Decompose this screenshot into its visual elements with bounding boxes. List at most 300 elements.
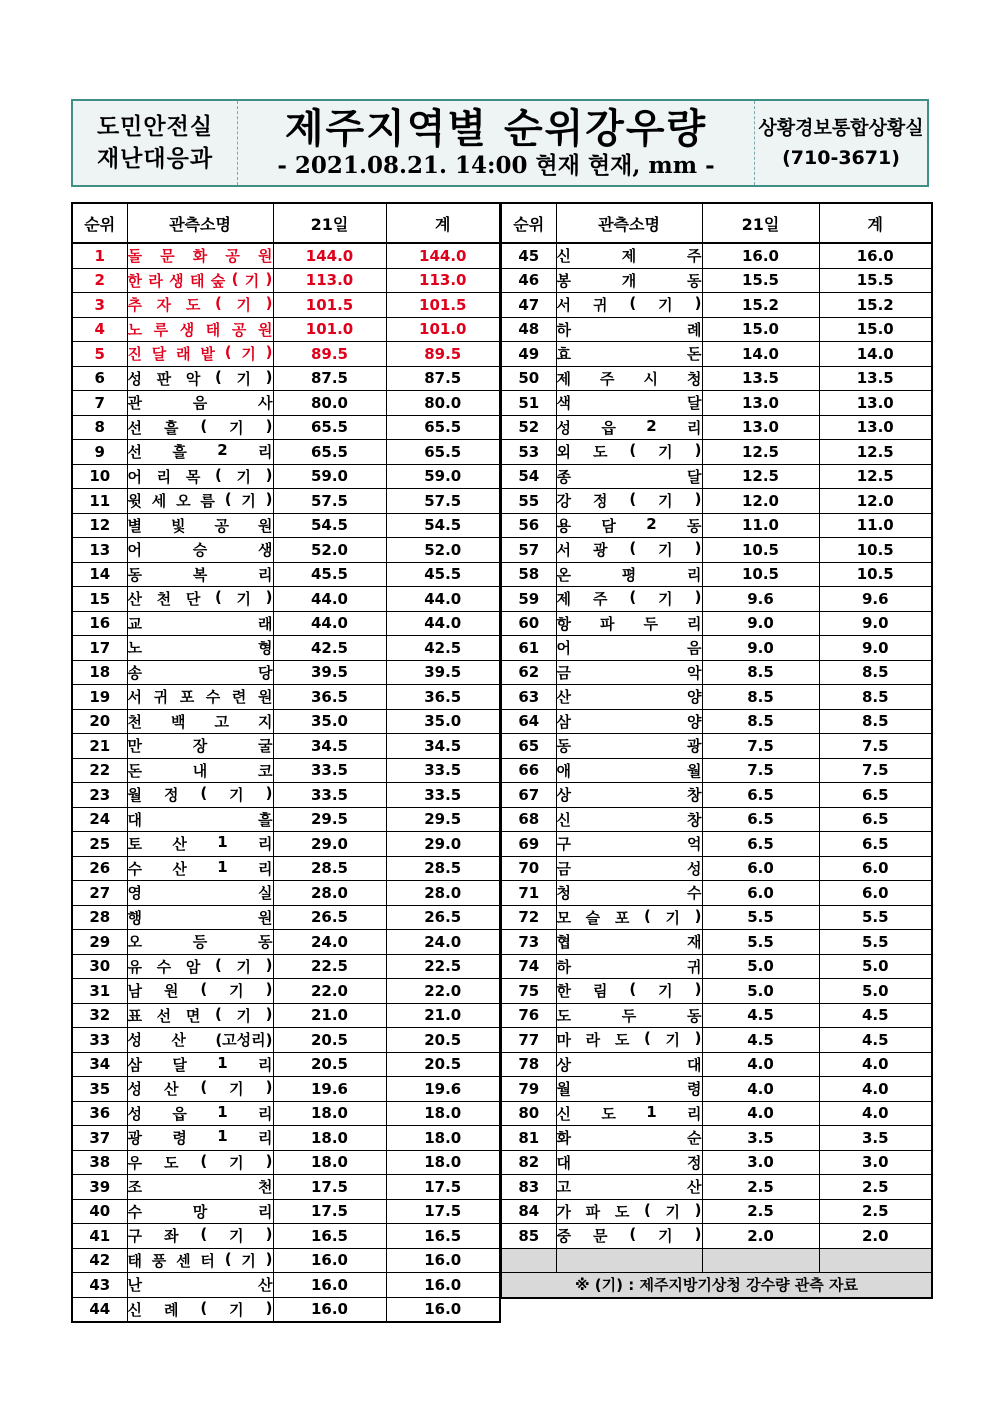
table-row: [501, 807, 932, 832]
station-name: 서 귀 포 수 련 원: [127, 688, 273, 707]
rainfall-table-right: [500, 202, 933, 1299]
table-row: [501, 636, 932, 661]
day-rainfall-cell: 101.0: [273, 317, 386, 342]
station-name: 고 산: [556, 1178, 702, 1197]
station-name-cell: [127, 293, 273, 318]
table-row: [501, 611, 932, 636]
day-rainfall-cell: 24.0: [273, 930, 386, 955]
day-rainfall-cell: 2.5: [702, 1175, 819, 1200]
rank-cell: 26: [72, 856, 127, 881]
table-row: [501, 1224, 932, 1249]
rank-cell: 73: [501, 930, 556, 955]
table-row: [501, 268, 932, 293]
day-column-header: 21일: [702, 203, 819, 243]
station-name: 월 령: [556, 1080, 702, 1099]
total-rainfall-cell: 2.5: [819, 1199, 932, 1224]
table-row: [501, 1077, 932, 1102]
day-rainfall-cell: 101.5: [273, 293, 386, 318]
station-name-cell: [556, 587, 702, 612]
station-name: 유 수 암 ( 기 ): [127, 955, 273, 976]
station-name-cell: [556, 342, 702, 367]
station-column-header: 관측소명: [556, 203, 702, 243]
station-name-cell: [556, 1052, 702, 1077]
station-name-cell: [556, 905, 702, 930]
day-rainfall-cell: 6.0: [702, 856, 819, 881]
total-rainfall-cell: 6.0: [819, 856, 932, 881]
station-name: 윗 세 오 름 ( 기 ): [127, 490, 273, 511]
station-name: 신 례 ( 기 ): [127, 1298, 273, 1319]
station-name-cell: [556, 1199, 702, 1224]
station-name: 한 라 생 태 숲 ( 기 ): [127, 269, 273, 290]
station-name-cell: [127, 391, 273, 416]
day-rainfall-cell: 17.5: [273, 1199, 386, 1224]
station-name-cell: [556, 758, 702, 783]
table-row: [501, 489, 932, 514]
station-name: 화 순: [556, 1129, 702, 1148]
station-name: 애 월: [556, 761, 702, 780]
total-rainfall-cell: 26.5: [386, 905, 500, 930]
table-row: [72, 1101, 500, 1126]
rank-cell: 56: [501, 513, 556, 538]
day-rainfall-cell: 16.0: [273, 1273, 386, 1298]
day-rainfall-cell: 65.5: [273, 415, 386, 440]
station-name-cell: [556, 1126, 702, 1151]
rank-cell: 7: [72, 391, 127, 416]
rainfall-table-left: [71, 202, 501, 1323]
table-row: [72, 783, 500, 808]
station-name-cell: [127, 954, 273, 979]
table-row: [501, 930, 932, 955]
station-name: 동 광: [556, 737, 702, 756]
table-row: [72, 1175, 500, 1200]
table-row: [72, 1248, 500, 1273]
station-name: 별 빛 공 원: [127, 516, 273, 535]
table-row: [72, 1028, 500, 1053]
table-row: [72, 342, 500, 367]
station-name: 어 리 목 ( 기 ): [127, 465, 273, 486]
table-row: [72, 366, 500, 391]
station-name-cell: [127, 1297, 273, 1322]
rank-cell: 29: [72, 930, 127, 955]
station-name: 성 산 ( 기 ): [127, 1078, 273, 1099]
total-rainfall-cell: 6.5: [819, 783, 932, 808]
station-name-cell: [127, 317, 273, 342]
rank-cell: 51: [501, 391, 556, 416]
table-row: [501, 366, 932, 391]
rank-cell: 60: [501, 611, 556, 636]
rank-cell: 70: [501, 856, 556, 881]
station-name: 협 재: [556, 933, 702, 952]
table-row: [501, 415, 932, 440]
station-name-cell: [556, 464, 702, 489]
station-name-cell: [556, 709, 702, 734]
station-name: 항 파 두 리: [556, 614, 702, 633]
total-rainfall-cell: 36.5: [386, 685, 500, 710]
total-rainfall-cell: 4.0: [819, 1052, 932, 1077]
station-name-cell: [127, 513, 273, 538]
station-name: 어 음: [556, 639, 702, 658]
rank-cell: 12: [72, 513, 127, 538]
table-row: [72, 979, 500, 1004]
total-rainfall-cell: 18.0: [386, 1101, 500, 1126]
day-rainfall-cell: 18.0: [273, 1101, 386, 1126]
rank-cell: 9: [72, 440, 127, 465]
table-row: [501, 513, 932, 538]
station-name-cell: [127, 734, 273, 759]
station-name-cell: [127, 611, 273, 636]
total-rainfall-cell: 14.0: [819, 342, 932, 367]
blank-row: [501, 1248, 932, 1273]
total-rainfall-cell: 5.0: [819, 954, 932, 979]
table-row: [72, 930, 500, 955]
day-rainfall-cell: 113.0: [273, 268, 386, 293]
station-name-cell: [127, 342, 273, 367]
day-rainfall-cell: 22.5: [273, 954, 386, 979]
rank-cell: 18: [72, 660, 127, 685]
day-rainfall-cell: 16.5: [273, 1224, 386, 1249]
station-name: 종 달: [556, 467, 702, 486]
total-rainfall-cell: 144.0: [386, 243, 500, 268]
station-name-cell: [127, 440, 273, 465]
table-row: [72, 1273, 500, 1298]
day-rainfall-cell: 13.0: [702, 391, 819, 416]
rank-cell: 1: [72, 243, 127, 268]
total-rainfall-cell: 13.0: [819, 391, 932, 416]
station-name-cell: [127, 587, 273, 612]
station-name-cell: [127, 1224, 273, 1249]
table-row: [501, 832, 932, 857]
rank-cell: 8: [72, 415, 127, 440]
station-name-cell: [556, 513, 702, 538]
total-rainfall-cell: 42.5: [386, 636, 500, 661]
rank-cell: 80: [501, 1101, 556, 1126]
total-rainfall-cell: 6.5: [819, 807, 932, 832]
table-row: [72, 1297, 500, 1322]
station-name-cell: [556, 1077, 702, 1102]
rank-cell: 55: [501, 489, 556, 514]
rank-cell: 81: [501, 1126, 556, 1151]
rank-cell: 44: [72, 1297, 127, 1322]
total-rainfall-cell: 29.5: [386, 807, 500, 832]
total-rainfall-cell: 10.5: [819, 538, 932, 563]
station-name: 하 례: [556, 320, 702, 339]
rank-cell: 43: [72, 1273, 127, 1298]
station-name-cell: [556, 268, 702, 293]
day-rainfall-cell: 28.0: [273, 881, 386, 906]
table-row: [501, 1199, 932, 1224]
day-rainfall-cell: 3.0: [702, 1150, 819, 1175]
station-name: 남 원 ( 기 ): [127, 980, 273, 1001]
table-row: [72, 415, 500, 440]
table-row: [501, 317, 932, 342]
rank-cell: 31: [72, 979, 127, 1004]
day-rainfall-cell: 5.5: [702, 905, 819, 930]
total-rainfall-cell: 15.2: [819, 293, 932, 318]
day-rainfall-cell: 28.5: [273, 856, 386, 881]
station-name: 돈 내 코: [127, 761, 273, 780]
station-name-cell: [556, 489, 702, 514]
table-row: [72, 660, 500, 685]
rank-cell: 33: [72, 1028, 127, 1053]
rank-cell: 67: [501, 783, 556, 808]
rank-cell: 53: [501, 440, 556, 465]
day-rainfall-cell: 9.0: [702, 611, 819, 636]
total-rainfall-cell: 59.0: [386, 464, 500, 489]
total-rainfall-cell: 16.0: [386, 1273, 500, 1298]
day-rainfall-cell: 52.0: [273, 538, 386, 563]
station-name: 상 창: [556, 786, 702, 805]
rank-cell: 16: [72, 611, 127, 636]
day-rainfall-cell: 29.5: [273, 807, 386, 832]
station-name-cell: [127, 1150, 273, 1175]
table-row: [72, 1052, 500, 1077]
day-column-header: 21일: [273, 203, 386, 243]
station-name: 신 도 1 리: [556, 1102, 702, 1123]
total-rainfall-cell: 13.0: [819, 415, 932, 440]
station-name-cell: [127, 881, 273, 906]
page-title: 제주지역별 순위강우량: [284, 106, 708, 152]
station-name: 제 주 ( 기 ): [556, 588, 702, 609]
station-name-cell: [127, 636, 273, 661]
contact-box: [755, 101, 927, 185]
station-name-cell: [127, 856, 273, 881]
station-name-cell: [127, 660, 273, 685]
station-name: 용 담 2 동: [556, 514, 702, 535]
day-rainfall-cell: 4.0: [702, 1101, 819, 1126]
table-row: [72, 538, 500, 563]
station-name: 삼 달 1 리: [127, 1053, 273, 1074]
station-name: 가 파 도 ( 기 ): [556, 1200, 702, 1221]
station-name: 표 선 면 ( 기 ): [127, 1004, 273, 1025]
day-rainfall-cell: 12.5: [702, 440, 819, 465]
day-rainfall-cell: 33.5: [273, 758, 386, 783]
day-rainfall-cell: 65.5: [273, 440, 386, 465]
rank-column-header: 순위: [501, 203, 556, 243]
rank-cell: 76: [501, 1003, 556, 1028]
rank-cell: 78: [501, 1052, 556, 1077]
total-rainfall-cell: 54.5: [386, 513, 500, 538]
station-name-cell: [556, 734, 702, 759]
station-name: 돌 문 화 공 원: [127, 247, 273, 266]
day-rainfall-cell: 4.5: [702, 1028, 819, 1053]
station-name: 삼 양: [556, 712, 702, 731]
total-rainfall-cell: 16.5: [386, 1224, 500, 1249]
station-name: 동 복 리: [127, 565, 273, 584]
rank-cell: 66: [501, 758, 556, 783]
day-rainfall-cell: 17.5: [273, 1175, 386, 1200]
report-header: [71, 99, 929, 187]
total-rainfall-cell: 5.5: [819, 905, 932, 930]
rainfall-rows-right: [501, 243, 932, 1248]
table-row: [72, 1126, 500, 1151]
rank-cell: 45: [501, 243, 556, 268]
day-rainfall-cell: 89.5: [273, 342, 386, 367]
day-rainfall-cell: 33.5: [273, 783, 386, 808]
rank-cell: 21: [72, 734, 127, 759]
rank-cell: 28: [72, 905, 127, 930]
table-row: [72, 881, 500, 906]
day-rainfall-cell: 12.5: [702, 464, 819, 489]
day-rainfall-cell: 9.6: [702, 587, 819, 612]
total-rainfall-cell: 4.0: [819, 1077, 932, 1102]
station-name-cell: [127, 783, 273, 808]
table-row: [501, 783, 932, 808]
station-name-cell: [127, 243, 273, 268]
station-name: 청 수: [556, 884, 702, 903]
table-row: [72, 905, 500, 930]
station-name-cell: [127, 979, 273, 1004]
station-name-cell: [127, 415, 273, 440]
station-name: 광 령 1 리: [127, 1127, 273, 1148]
total-rainfall-cell: 20.5: [386, 1028, 500, 1053]
day-rainfall-cell: 22.0: [273, 979, 386, 1004]
station-name-cell: [556, 660, 702, 685]
day-rainfall-cell: 80.0: [273, 391, 386, 416]
table-row: [72, 587, 500, 612]
total-rainfall-cell: 5.0: [819, 979, 932, 1004]
total-rainfall-cell: 4.5: [819, 1003, 932, 1028]
table-row: [501, 1028, 932, 1053]
rank-cell: 11: [72, 489, 127, 514]
rank-cell: 49: [501, 342, 556, 367]
blank-cell: [556, 1248, 702, 1273]
rank-cell: 50: [501, 366, 556, 391]
table-row: [72, 1150, 500, 1175]
table-row: [501, 954, 932, 979]
total-rainfall-cell: 17.5: [386, 1175, 500, 1200]
table-row: [72, 1224, 500, 1249]
total-rainfall-cell: 22.0: [386, 979, 500, 1004]
table-row: [501, 587, 932, 612]
total-rainfall-cell: 9.0: [819, 636, 932, 661]
rank-cell: 14: [72, 562, 127, 587]
total-rainfall-cell: 28.5: [386, 856, 500, 881]
table-row: [72, 317, 500, 342]
rainfall-rows-left: [72, 243, 500, 1322]
station-name: 천 백 고 지: [127, 712, 273, 731]
day-rainfall-cell: 35.0: [273, 709, 386, 734]
total-rainfall-cell: 33.5: [386, 758, 500, 783]
station-name-cell: [556, 538, 702, 563]
table-header-row: [501, 203, 932, 243]
day-rainfall-cell: 34.5: [273, 734, 386, 759]
day-rainfall-cell: 29.0: [273, 832, 386, 857]
day-rainfall-cell: 59.0: [273, 464, 386, 489]
table-row: [501, 1175, 932, 1200]
total-rainfall-cell: 15.5: [819, 268, 932, 293]
station-name-cell: [127, 1175, 273, 1200]
total-rainfall-cell: 15.0: [819, 317, 932, 342]
station-name-cell: [127, 1077, 273, 1102]
rank-cell: 83: [501, 1175, 556, 1200]
total-rainfall-cell: 28.0: [386, 881, 500, 906]
total-rainfall-cell: 4.5: [819, 1028, 932, 1053]
rank-cell: 58: [501, 562, 556, 587]
station-name-cell: [556, 1224, 702, 1249]
table-row: [501, 1126, 932, 1151]
rank-cell: 22: [72, 758, 127, 783]
table-row: [72, 1077, 500, 1102]
total-rainfall-cell: 12.5: [819, 464, 932, 489]
rank-cell: 48: [501, 317, 556, 342]
day-rainfall-cell: 54.5: [273, 513, 386, 538]
station-name: 상 대: [556, 1055, 702, 1074]
station-name: 한 림 ( 기 ): [556, 980, 702, 1001]
day-rainfall-cell: 144.0: [273, 243, 386, 268]
station-name-cell: [127, 538, 273, 563]
station-name: 태 풍 센 터 ( 기 ): [127, 1249, 273, 1270]
table-row: [72, 709, 500, 734]
day-rainfall-cell: 6.5: [702, 783, 819, 808]
station-name: 노 루 생 태 공 원: [127, 320, 273, 339]
total-rainfall-cell: 9.0: [819, 611, 932, 636]
station-name: 산 천 단 ( 기 ): [127, 588, 273, 609]
rank-cell: 4: [72, 317, 127, 342]
station-name: 노 형: [127, 639, 273, 658]
rank-cell: 40: [72, 1199, 127, 1224]
rank-cell: 79: [501, 1077, 556, 1102]
station-name-cell: [556, 415, 702, 440]
station-name: 서 광 ( 기 ): [556, 539, 702, 560]
total-rainfall-cell: 8.5: [819, 685, 932, 710]
title-box: [238, 101, 755, 185]
day-rainfall-cell: 15.2: [702, 293, 819, 318]
rank-cell: 74: [501, 954, 556, 979]
total-rainfall-cell: 16.0: [819, 243, 932, 268]
total-rainfall-cell: 3.5: [819, 1126, 932, 1151]
table-row: [72, 1199, 500, 1224]
rank-cell: 62: [501, 660, 556, 685]
rank-cell: 34: [72, 1052, 127, 1077]
rank-cell: 17: [72, 636, 127, 661]
blank-cell: [819, 1248, 932, 1273]
station-name: 성 판 악 ( 기 ): [127, 367, 273, 388]
table-row: [501, 293, 932, 318]
day-rainfall-cell: 20.5: [273, 1052, 386, 1077]
rank-cell: 69: [501, 832, 556, 857]
station-name: 송 당: [127, 663, 273, 682]
day-rainfall-cell: 4.0: [702, 1052, 819, 1077]
day-rainfall-cell: 20.5: [273, 1028, 386, 1053]
station-name-cell: [127, 1248, 273, 1273]
table-row: [72, 636, 500, 661]
rank-cell: 19: [72, 685, 127, 710]
station-name: 서 귀 ( 기 ): [556, 294, 702, 315]
day-rainfall-cell: 57.5: [273, 489, 386, 514]
table-row: [501, 1150, 932, 1175]
table-row: [501, 562, 932, 587]
rank-cell: 27: [72, 881, 127, 906]
station-name: 조 천: [127, 1178, 273, 1197]
day-rainfall-cell: 5.5: [702, 930, 819, 955]
station-name: 봉 개 동: [556, 271, 702, 290]
station-name-cell: [127, 905, 273, 930]
day-rainfall-cell: 4.5: [702, 1003, 819, 1028]
rank-cell: 64: [501, 709, 556, 734]
table-row: [501, 709, 932, 734]
day-rainfall-cell: 39.5: [273, 660, 386, 685]
station-name: 만 장 굴: [127, 737, 273, 756]
table-row: [72, 954, 500, 979]
table-row: [501, 856, 932, 881]
station-name: 어 승 생: [127, 541, 273, 560]
report-timestamp: - 2021.08.21. 14:00 현재 현재, mm -: [277, 152, 715, 179]
station-name: 교 래: [127, 614, 273, 633]
total-rainfall-cell: 8.5: [819, 660, 932, 685]
station-name: 산 양: [556, 688, 702, 707]
rank-cell: 68: [501, 807, 556, 832]
total-rainfall-cell: 44.0: [386, 611, 500, 636]
